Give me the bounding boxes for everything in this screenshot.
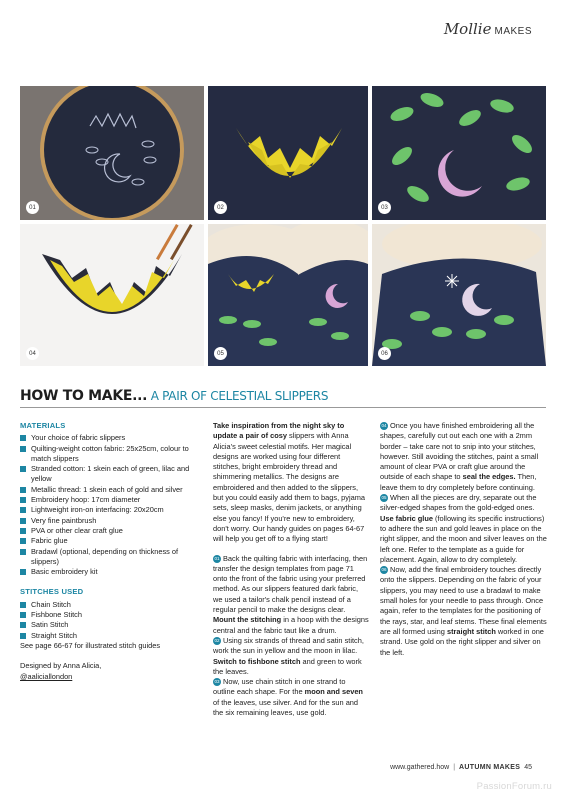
step-number-badge: 05 [381, 495, 387, 501]
step-bold: Switch to fishbone stitch [213, 656, 301, 666]
step-text: Now, use chain stitch in one strand to outline each shape. For the [213, 677, 346, 697]
photo-step-06 [372, 224, 546, 366]
list-item: Chain Stitch [20, 600, 196, 610]
step-text: Back the quilting fabric with interfacing, then transfer the design templates from page 71 onto the front of the fabric using your preferred method. As our slippers featured dark fabric, we used a tailor's chalk pencil instead of a regular pencil to make the designs clear. [213, 553, 368, 615]
step-01 [213, 554, 369, 719]
list-item: Fishbone Stitch [20, 610, 196, 620]
photo-step-04 [20, 224, 204, 366]
list-item: Metallic thread: 1 skein each of gold and silver [20, 485, 196, 495]
step-text: (following its specific instructions) to adhere the sun and gold leaves in place on the right slipper, and the moon and silver leaves on the left one. Refer to the template as a guide for placement. Again, allow to dry completely. [380, 513, 547, 564]
intro-paragraph [213, 421, 369, 545]
title-strong: HOW TO MAKE... [20, 388, 148, 404]
list-item: Lightweight iron-on interfacing: 20x20cm [20, 505, 196, 515]
list-item: Straight Stitch [20, 631, 196, 641]
photo-number-badge: 03 [378, 201, 391, 214]
photo-step-05 [208, 224, 368, 366]
step-bold: Use fabric glue [380, 513, 433, 523]
list-item: Satin Stitch [20, 620, 196, 630]
list-item: Your choice of fabric slippers [20, 433, 196, 443]
materials-column [20, 421, 196, 682]
step-number-badge: 04 [381, 423, 387, 429]
intro-bold: Take inspiration from the night sky to update a pair of cosy [213, 421, 345, 441]
step-text: worked in one strand. Use gold on the right slipper and silver on the left. [380, 626, 544, 657]
step-bold: Mount the stitching [213, 615, 282, 625]
list-item: Quilting-weight cotton fabric: 25x25cm, colour to match slippers [20, 444, 196, 465]
step-text: Now, add the final embroidery touches directly onto the slippers. Depending on the fabric of your slippers, you may need to use a bradawl to make small holes for your needle to pass through. Once again, refer to the templates for the positioning of the rays, star, and leaf stems. These final elements are all formed using [380, 565, 547, 636]
intro-text: slippers with Anna Alicia's sweet celestial motifs. Her magical designs are worked using four different stitches, bright embroidery thread and shimmering metallics. The designs are embroidered and then added to the slippers, but you could easily add them to bags, pyjama sets, sleep masks, denim jackets, or anything else you fancy! If you're new to embroidery, don't worry. Our handy guides on pages 64-67 will help you get off to a flying start! [213, 431, 366, 544]
slipper-moon-star-image [372, 224, 546, 366]
step-text: and green to work the leaves. [213, 656, 362, 676]
cut-sun-with-brush-image [20, 224, 204, 366]
instructions-column-2 [380, 421, 550, 667]
stitches-list [20, 600, 196, 641]
photo-number-badge: 01 [26, 201, 39, 214]
step-text: When all the pieces are dry, separate out the silver-edged shapes from the gold-edged ones. [380, 493, 537, 513]
step-04 [380, 421, 550, 658]
step-bold: moon and seven [304, 687, 363, 697]
step-text: in a hoop with the designs central and the fabric taut like a drum. [213, 615, 369, 635]
photo-number-badge: 06 [378, 347, 391, 360]
list-item: Bradawl (optional, depending on thickness of slippers) [20, 547, 196, 568]
hoop-chalk-drawing-image [20, 86, 204, 220]
stitches-heading: STITCHES USED [20, 587, 84, 597]
list-item: Embroidery hoop: 17cm diameter [20, 495, 196, 505]
step-bold: straight stitch [446, 626, 496, 636]
materials-list [20, 433, 196, 577]
list-item: Fabric glue [20, 536, 196, 546]
photo-step-03 [372, 86, 546, 220]
step-text: Using six strands of thread and satin stitch, work the sun in yellow and the moon in lilac. [213, 635, 364, 656]
page-footer [390, 764, 532, 771]
title-rest: A PAIR OF CELESTIAL SLIPPERS [147, 389, 329, 403]
photo-step-02 [208, 86, 368, 220]
footer-separator: | [453, 764, 456, 771]
footer-url[interactable]: www.gathered.how [390, 764, 450, 771]
photo-number-badge: 04 [26, 347, 39, 360]
photo-number-badge: 02 [214, 201, 227, 214]
list-item: PVA or other clear craft glue [20, 526, 196, 536]
brand-caps: MAKES [494, 26, 532, 37]
watermark: PassionForum.ru [476, 781, 552, 792]
sun-satin-stitch-image [208, 86, 368, 220]
page-number: 45 [524, 764, 532, 771]
footer-issue: AUTUMN MAKES [459, 764, 521, 771]
section-title [20, 387, 546, 408]
designer-handle-link[interactable]: @aaliciallondon [20, 671, 73, 681]
brand-script-logo: Mollie [443, 20, 492, 38]
list-item: Basic embroidery kit [20, 567, 196, 577]
step-number-badge: 01 [214, 555, 220, 561]
step-text: of the leaves, use silver. And for the sun and the six remaining leaves, use gold. [213, 697, 359, 718]
list-item: Stranded cotton: 1 skein each of green, lilac and yellow [20, 464, 196, 485]
photo-step-01 [20, 86, 204, 220]
slippers-sun-image [208, 224, 368, 366]
step-text: Then, leave them to dry completely before continuing. [380, 472, 537, 492]
step-text: Once you have finished embroidering all the shapes, carefully cut out each one with a 2mm border – take care not to snip into your stitches, however. Still avoiding the stitches, paint a small amount of clear PVA or craft glue around the outside of each shape to [380, 421, 539, 482]
step-number-badge: 02 [214, 637, 220, 643]
instructions-column-1 [213, 421, 369, 727]
step-number-badge: 03 [214, 679, 220, 685]
step-number-badge: 06 [381, 567, 387, 573]
step-bold: seal the edges. [462, 472, 516, 482]
materials-heading: MATERIALS [20, 421, 66, 430]
moon-and-leaves-image [372, 86, 546, 220]
list-item: Very fine paintbrush [20, 516, 196, 526]
designer-credit: Designed by Anna Alicia, [20, 661, 102, 671]
magazine-header [444, 20, 532, 38]
photo-number-badge: 05 [214, 347, 227, 360]
stitch-guide-note: See page 66-67 for illustrated stitch guides [20, 640, 161, 650]
